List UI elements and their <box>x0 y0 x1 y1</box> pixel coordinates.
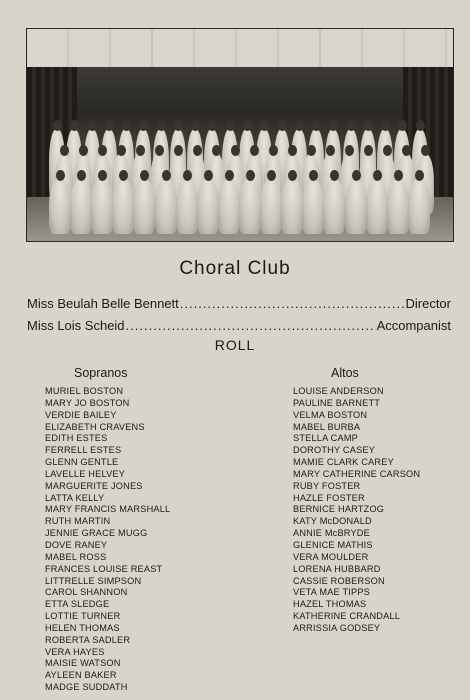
photo-figure <box>70 179 92 234</box>
member-name: VETA MAE TIPPS <box>293 587 371 598</box>
photo-figure-head <box>307 145 316 156</box>
photo-figure-head <box>70 120 79 131</box>
member-name: KATHERINE CRANDALL <box>293 611 401 622</box>
member-name: LOTTIE TURNER <box>45 611 121 622</box>
sopranos-heading: Sopranos <box>74 366 128 380</box>
photo-figure-head <box>415 170 424 181</box>
member-name: KATY McDONALD <box>293 516 372 527</box>
photo-figure <box>260 179 282 234</box>
member-name: LAVELLE HELVEY <box>45 468 126 479</box>
photo-figure-head <box>60 145 69 156</box>
photo-figure-head <box>246 170 255 181</box>
member-name: MAMIE CLARK CAREY <box>293 457 394 468</box>
photo-figure-head <box>162 170 171 181</box>
photo-figure-head <box>250 145 259 156</box>
photo-figure-head <box>204 170 213 181</box>
photo-figure <box>239 179 261 234</box>
member-name: DOROTHY CASEY <box>293 445 376 456</box>
photo-figure-head <box>136 145 145 156</box>
member-name: VERDIE BAILEY <box>45 409 117 420</box>
member-name: RUTH MARTIN <box>45 516 111 527</box>
photo-figure-head <box>243 120 252 131</box>
photo-figure <box>345 179 367 234</box>
photo-figure-head <box>347 120 356 131</box>
director-name: Miss Beulah Belle Bennett <box>27 296 179 311</box>
photo-figure-head <box>416 120 425 131</box>
photo-figure <box>408 179 430 234</box>
photo-figure <box>218 179 240 234</box>
member-name: ARRISSIA GODSEY <box>293 622 381 633</box>
photo-figure-head <box>312 120 321 131</box>
member-name: MAISIE WATSON <box>45 658 121 669</box>
photo-figure-head <box>155 145 164 156</box>
photo-figure <box>366 179 388 234</box>
member-name: MARY JO BOSTON <box>45 397 130 408</box>
photo-figure-head <box>329 120 338 131</box>
member-name: AYLEEN BAKER <box>45 670 117 681</box>
director-role: Director <box>405 296 451 311</box>
photo-figure-head <box>139 120 148 131</box>
member-name: HELEN THOMAS <box>45 622 120 633</box>
photo-figure <box>302 179 324 234</box>
photo-figure-head <box>79 145 88 156</box>
director-line <box>27 296 451 311</box>
accompanist-line <box>27 318 451 333</box>
member-name: VERA MOULDER <box>293 551 369 562</box>
member-name: FRANCES LOUISE REAST <box>45 563 163 574</box>
group-photograph <box>26 28 454 242</box>
member-name: ANNIE McBRYDE <box>293 528 370 539</box>
photo-figure-head <box>226 120 235 131</box>
member-name: MABEL ROSS <box>45 551 107 562</box>
photo-figure-head <box>345 145 354 156</box>
photo-figure <box>197 179 219 234</box>
member-name: GLENN GENTLE <box>45 457 119 468</box>
member-name: MADGE SUDDATH <box>45 682 128 693</box>
photo-figure-head <box>157 120 166 131</box>
member-name: VELMA BOSTON <box>293 409 368 420</box>
member-name: VERA HAYES <box>45 646 105 657</box>
member-name: BERNICE HARTZOG <box>293 504 385 515</box>
member-name: MARGUERITE JONES <box>45 480 143 491</box>
photo-figure-head <box>117 145 126 156</box>
photo-figure-head <box>394 170 403 181</box>
member-name: LATTA KELLY <box>45 492 105 503</box>
photo-figure-head <box>231 145 240 156</box>
photo-figure-head <box>288 145 297 156</box>
photo-figure-head <box>193 145 202 156</box>
accompanist-name: Miss Lois Scheid <box>27 318 125 333</box>
photo-figure-head <box>212 145 221 156</box>
altos-list <box>293 386 420 635</box>
photo-figure <box>323 179 345 234</box>
photo-figure <box>155 179 177 234</box>
roll-heading: ROLL <box>214 337 256 353</box>
member-name: EDITH ESTES <box>45 433 108 444</box>
member-name: FERRELL ESTES <box>45 445 122 456</box>
member-name: LORENA HUBBARD <box>293 563 381 574</box>
member-name: ROBERTA SADLER <box>45 634 131 645</box>
photo-figure-head <box>364 120 373 131</box>
member-name: GLENICE MATHIS <box>293 539 373 550</box>
member-name: STELLA CAMP <box>293 433 359 444</box>
photo-figure-head <box>183 170 192 181</box>
member-name: DOVE RANEY <box>45 539 108 550</box>
photo-figure-head <box>364 145 373 156</box>
photo-figure <box>281 179 303 234</box>
member-name: MABEL BURBA <box>293 421 361 432</box>
photo-figure <box>91 179 113 234</box>
member-name: ETTA SLEDGE <box>45 599 110 610</box>
member-name: HAZEL THOMAS <box>293 599 367 610</box>
photo-figure-head <box>421 145 430 156</box>
photo-figure-head <box>269 145 278 156</box>
photo-figure-head <box>352 170 361 181</box>
member-name: CAROL SHANNON <box>45 587 128 598</box>
member-name: RUBY FOSTER <box>293 480 361 491</box>
photo-figure-head <box>383 145 392 156</box>
photo-figure-head <box>326 145 335 156</box>
member-name: JENNIE GRACE MUGG <box>45 528 148 539</box>
photo-figure <box>49 179 71 234</box>
member-name: CASSIE ROBERSON <box>293 575 385 586</box>
member-name: ELIZABETH CRAVENS <box>45 421 145 432</box>
accompanist-role: Accompanist <box>376 318 451 333</box>
photo-figure <box>387 179 409 234</box>
member-name: PAULINE BARNETT <box>293 397 381 408</box>
photo-figure-head <box>88 120 97 131</box>
leader-dots <box>180 296 405 311</box>
member-name: MARY CATHERINE CARSON <box>293 468 421 479</box>
photo-figure-head <box>260 120 269 131</box>
photo-figure-head <box>191 120 200 131</box>
photo-figure <box>176 179 198 234</box>
photo-figure-head <box>56 170 65 181</box>
photo-figure-head <box>174 145 183 156</box>
photo-figure-head <box>105 120 114 131</box>
member-name: HAZLE FOSTER <box>293 492 365 503</box>
photo-figure-head <box>174 120 183 131</box>
leader-dots <box>126 318 376 333</box>
member-name: LOUISE ANDERSON <box>293 386 384 396</box>
photo-figure-head <box>278 120 287 131</box>
photo-figure-head <box>373 170 382 181</box>
sopranos-list <box>45 386 170 694</box>
member-name: LITTRELLE SIMPSON <box>45 575 142 586</box>
member-name: MARY FRANCIS MARSHALL <box>45 504 171 515</box>
photo-figure-head <box>53 120 62 131</box>
photo-figure-head <box>208 120 217 131</box>
photo-figure-head <box>381 120 390 131</box>
page-title: Choral Club <box>179 258 291 279</box>
member-name: MURIEL BOSTON <box>45 386 124 396</box>
photo-figure-head <box>225 170 234 181</box>
altos-heading: Altos <box>331 366 359 380</box>
photo-figure-head <box>295 120 304 131</box>
photo-figure-head <box>122 120 131 131</box>
photo-figure-head <box>402 145 411 156</box>
photo-figure-head <box>98 145 107 156</box>
photo-figure <box>112 179 134 234</box>
photo-figure <box>133 179 155 234</box>
photo-ceiling <box>27 29 453 67</box>
